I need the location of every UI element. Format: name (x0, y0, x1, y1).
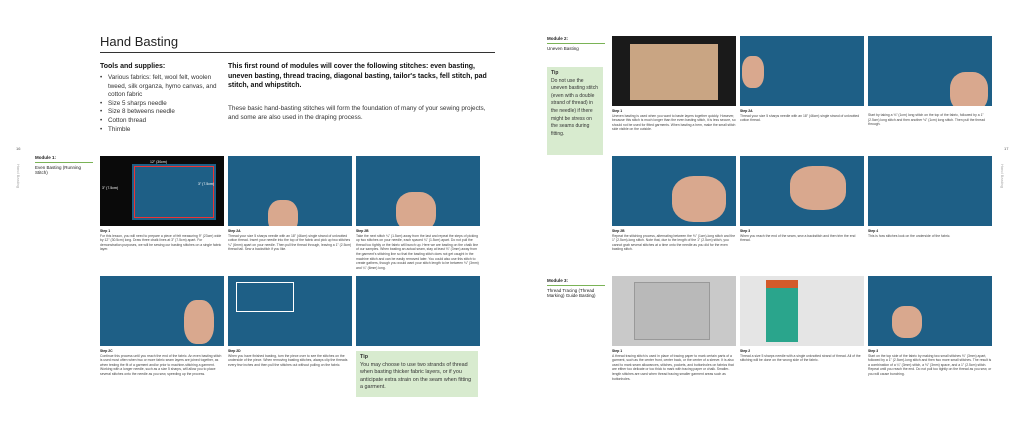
step-label: Step 3 (740, 229, 751, 233)
running-head: Hand Basting (16, 164, 21, 189)
tip-box (356, 351, 478, 397)
step-label: Step 2C (100, 349, 113, 353)
uneven-step-2b (612, 229, 736, 252)
module-3-label (547, 278, 605, 299)
step-label: Step 2A (228, 229, 241, 233)
step-text: Start by taking a ⅛" (1cm) long stitch on the top of the fabric, followed by a 1" (2.5cm) long stitch and then another ⅛" (1cm) long stitch. Then pull the thread through. (868, 113, 986, 127)
module-rule (547, 285, 605, 286)
module-name: Even Basting (Running Stitch) (35, 164, 82, 176)
module-name: Thread Tracing (Thread Marking) Guide Basting) (547, 287, 596, 299)
step-text: Continue this process until you reach the end of the fabric. An even basting stitch is used most often when two or more fabric seam layers are joined together, as when testing the fit of a garment and/or prior to machine-stitching a garment. Working with a longer needle, such as a size 5 sharps, will allow you to place several stitches onto the needle as you sew, speeding up the process. (100, 353, 222, 376)
step-text: For this lesson, you will need to prepare a piece of felt measuring 9" (23cm) wide by 12" (30.5cm) long. Draw three chalk lines at 3" (7.5cm) apart. For demonstration purposes, we will be sewing our basting stitches on a single fabric layer. (100, 233, 222, 252)
step-label: Step 2A (740, 109, 753, 113)
intro-text: These basic hand-basting stitches will form the foundation of many of your sewing projects, and some are also used in the draping process. (228, 105, 486, 121)
step-2c (100, 349, 224, 377)
step-label: Step 3 (868, 349, 879, 353)
package-header (766, 280, 798, 288)
photo-step-2c (100, 276, 224, 346)
list-item: • Size 5 sharps needle (100, 100, 220, 109)
photo-step-1 (100, 156, 224, 226)
hand-image (672, 176, 726, 222)
step-label: Step 2 (740, 349, 751, 353)
photo-uneven-step-1 (612, 36, 736, 106)
intro-bold: This first round of modules will cover the following stitches: even basting, uneven basting, thread tracing, diagonal basting, tailor's tacks, fell stitch, pad stitch, and whipstitch. (228, 63, 487, 89)
module-name: Uneven Basting (547, 45, 579, 51)
measure-label-a: 12" (30cm) (150, 160, 167, 164)
page-number: 16 (16, 146, 21, 151)
tip-text: Do not use the uneven basting stitch (even with a double strand of thread) in the needle) if there might be stress on the seams during fitting. (551, 77, 598, 137)
fabric-swatch (630, 44, 718, 100)
hand-image (184, 300, 214, 344)
step-label: Step 1 (100, 229, 111, 233)
tip-text: You may choose to use two strands of thread when basting thicker fabric layers, or if you anticipate extra strain on the seam when fitting a garment. (360, 361, 472, 391)
uneven-step-2a-cont (868, 113, 992, 127)
photo-uneven-step-3 (740, 156, 864, 226)
module-1-label (35, 155, 93, 176)
photo-uneven-step-4 (868, 156, 992, 226)
step-text: This is how stitches look on the underside of the fabric. (868, 233, 951, 238)
garment-pattern (634, 282, 710, 340)
step-label: Step 4 (868, 229, 879, 233)
photo-tracing-step-2 (740, 276, 864, 346)
inset-photo (236, 282, 294, 312)
photo-tracing-step-1 (612, 276, 736, 346)
needle-package (766, 280, 798, 342)
tools-list (100, 74, 220, 134)
list-item: • Various fabrics: felt, wool felt, woolen tweed, silk organza, hymo canvas, and cotton fabric (100, 74, 220, 100)
module-number: Module 3: (547, 278, 568, 283)
tip-box (547, 67, 603, 155)
hand-image (892, 306, 922, 338)
step-text: Uneven basting is used when you want to baste layers together quickly. However, because this stitch is much longer than the even basting stitch, it is less secure, so should not be used for fitted garments. When basting a hem, make the small stitch side visible on the outside. (612, 113, 736, 132)
uneven-step-3 (740, 229, 864, 243)
step-label: Step 1 (612, 349, 623, 353)
page-title: Hand Basting (100, 34, 179, 49)
list-item: • Size 8 betweens needle (100, 108, 220, 117)
photo-uneven-step-2a-b (868, 36, 992, 106)
tracing-step-1 (612, 349, 736, 381)
step-text: Thread your size 5 sharps needle with an 18" (46cm) single strand of unknotted cotton thread. Insert your needle into the top of the fabric and pick up two stitches ¼" (6mm) apart on your needle. Then pull the thread through, leaving a 1" (2.5cm) thread tail. Sew a backstitch if you like. (228, 233, 352, 252)
module-2-label (547, 36, 605, 51)
step-text: Take the next stitch ¼" (1.5cm) away from the last and repeat the steps of picking up two stitches on your needle, each spaced ¼" (1.5cm) apart. Do not pull the thread too tightly or the fabric will bunch up. Here we are basting on the chalk line of our samples. When basting an actual seam, stay at least ⅛" (3mm) away from the garment's stitching line so that the basting stitch does not get caught in the machine stitch and can be easily removed later. You could also use this stitch to create gathers, though you would want your stitch length to be between ⅛" (3mm) and ¼" (6mm) long. (356, 233, 479, 270)
step-label: Step 2B (612, 229, 625, 233)
photo-step-2d-detail (356, 276, 480, 346)
photo-uneven-step-2a (740, 36, 864, 106)
list-item: • Thimble (100, 126, 220, 135)
module-number: Module 2: (547, 36, 568, 41)
step-2a (228, 229, 352, 252)
tracing-step-3 (868, 349, 992, 377)
step-label: Step 1 (612, 109, 623, 113)
step-text: Start on the top side of the fabric by making two small stitches ⅛" (3mm) apart, followed by a 1" (2.5cm)-long stitch and then two more small stitches. The result is a combination of a ¼" (3mm) stitch, a ⅛" (3mm) space, and a 1" (2.5cm) stitch. Repeat until you reach the end. Do not pull too tightly on the thread as you sew, or you will cause bunching. (868, 353, 992, 376)
photo-step-2a (228, 156, 352, 226)
uneven-step-1 (612, 109, 736, 132)
step-text: When you have finished basting, turn the piece over to see the stitches on the underside of the piece. When removing basting stitches, always clip the threads every few inches and then pull the stitches out without pulling on the fabric. (228, 353, 348, 367)
measure-box (134, 166, 214, 218)
module-rule (35, 162, 93, 163)
hand-image (950, 72, 988, 106)
photo-tracing-step-3 (868, 276, 992, 346)
photo-uneven-step-2b (612, 156, 736, 226)
measure-label-b: 3" (7.5cm) (102, 186, 119, 190)
step-2d (228, 349, 352, 367)
step-1 (100, 229, 224, 252)
hand-image (742, 56, 764, 88)
module-number: Module 1: (35, 155, 56, 160)
step-text: Repeat the stitching process, alternating between the ⅜" (1cm)-long stitch and the 1" (2.5cm)-long stitch. Note that, due to the length of the 1" (2.5cm) stitch, you cannot grab several stitches at a time onto the needle as you did for the even basting stitch. (612, 233, 736, 252)
measure-label-c: 3" (7.5cm) (198, 182, 215, 186)
step-text: Thread your size 5 sharps needle with an 18" (46cm) single strand of unknotted cotton thread. (740, 113, 860, 123)
step-label: Step 2D (228, 349, 241, 353)
step-text: Thread a size 5 sharps needle with a single unknotted strand of thread. All of the stitching will be done on the wrong side of the fabric. (740, 353, 861, 363)
step-text: When you reach the end of the seam, sew a backstitch and then trim the end thread. (740, 233, 856, 243)
hand-image (268, 200, 298, 226)
title-rule (100, 52, 495, 53)
tools-heading: Tools and supplies: (100, 63, 166, 70)
uneven-step-4 (868, 229, 992, 238)
module-rule (547, 43, 605, 44)
step-2b (356, 229, 480, 270)
hand-image (790, 166, 846, 210)
tracing-step-2 (740, 349, 864, 363)
list-item: • Cotton thread (100, 117, 220, 126)
hand-image (396, 192, 436, 226)
running-head: Hand Basting (1000, 164, 1005, 189)
uneven-step-2a (740, 109, 864, 123)
step-text: A thread tracing stitch is used in place of tracing paper to mark certain parts of a garment, such as the center front, center back, or the center of a sleeve. It is also used to mark seam allowances, stitches, pockets, and buttonholes on fabrics that are either too delicate or too thick to mark with tracing paper or chalk. Smaller-length stitches are used when thread tracing smaller garment areas such as buttonholes. (612, 353, 734, 381)
photo-step-2d (228, 276, 352, 346)
step-label: Step 2B (356, 229, 369, 233)
tip-label: Tip (551, 70, 559, 76)
tip-label: Tip (360, 354, 368, 360)
page-number: 17 (1004, 146, 1009, 151)
photo-step-2b (356, 156, 480, 226)
